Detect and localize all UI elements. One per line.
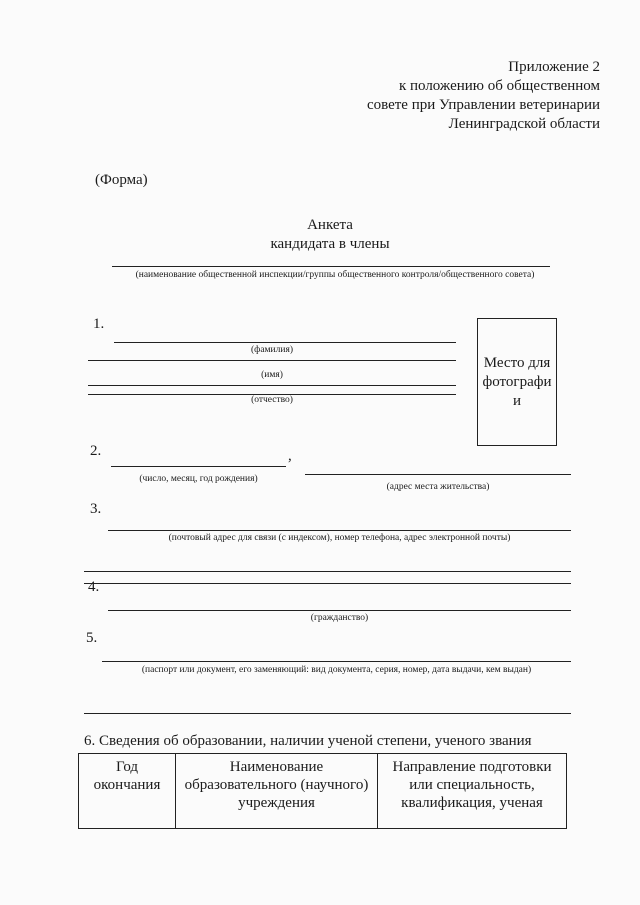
appendix-line-4: Ленинградской области [448,116,600,132]
birth-date-caption: (число, месяц, год рождения) [139,474,258,484]
patronymic-caption: (отчество) [251,395,293,405]
header-institution: Наименование образовательного (научного) учреждения [176,754,378,829]
item-2-number: 2. [90,443,102,459]
photo-box: Место для фотографи и [477,318,557,446]
item-3-number: 3. [90,501,102,517]
passport-line-2[interactable] [84,713,571,714]
surname-line-2[interactable] [88,360,456,361]
form-label: (Форма) [95,172,148,188]
title-line-2: кандидата в члены [270,236,390,252]
org-name-line[interactable] [112,266,550,267]
birth-date-line[interactable] [111,466,286,467]
citizenship-line[interactable] [108,610,571,611]
citizenship-caption: (гражданство) [310,613,369,623]
org-name-caption: (наименование общественной инспекции/группы общественного контроля/общественного совета) [135,270,535,280]
name-caption: (имя) [261,370,283,380]
education-table [78,753,567,829]
contacts-line-2[interactable] [84,571,571,572]
contacts-line[interactable] [108,530,571,531]
education-section-title: 6. Сведения об образовании, наличии ученой степени, ученого звания [84,733,532,749]
contacts-line-3[interactable] [84,583,571,584]
comma-separator: , [288,448,292,464]
passport-caption: (паспорт или документ, его заменяющий: вид документа, серия, номер, дата выдачи, кем выдан) [141,665,532,675]
appendix-line-2: к положению об общественном [398,78,600,94]
appendix-header [367,58,600,134]
title-line-1: Анкета [307,217,353,233]
name-line[interactable] [88,385,456,386]
surname-caption: (фамилия) [251,345,293,355]
address-caption: (адрес места жительства) [386,482,490,492]
item-5-number: 5. [86,630,98,646]
header-specialty: Направление подготовки или специальность, квалификация, ученая [378,754,567,829]
surname-line[interactable] [114,342,456,343]
header-graduation-year: Год окончания [79,754,176,829]
appendix-line-3: совете при Управлении ветеринарии [366,97,600,113]
item-4-number: 4. [88,579,100,595]
item-1-number: 1. [93,316,105,332]
appendix-line-1: Приложение 2 [508,59,600,75]
passport-line[interactable] [102,661,571,662]
contacts-caption: (почтовый адрес для связи (с индексом), номер телефона, адрес электронной почты) [168,533,511,543]
address-line[interactable] [305,474,571,475]
